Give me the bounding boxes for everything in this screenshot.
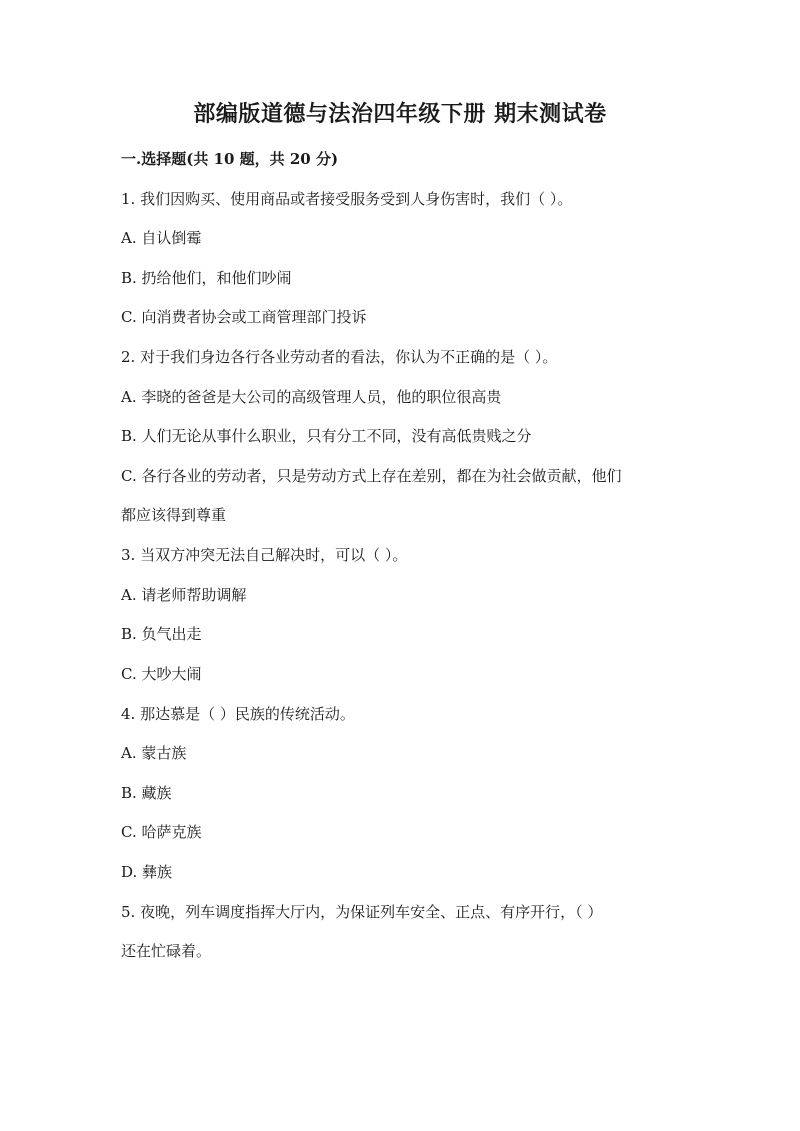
question-2-option-b: B. 人们无论从事什么职业，只有分工不同，没有高低贵贱之分 xyxy=(121,427,532,445)
question-3-option-b: B. 负气出走 xyxy=(121,625,202,643)
question-3-stem: 3. 当双方冲突无法自己解决时，可以（ ）。 xyxy=(121,546,408,564)
question-4-option-c: C. 哈萨克族 xyxy=(121,823,202,841)
question-1-stem: 1. 我们因购买、使用商品或者接受服务受到人身伤害时，我们（ ）。 xyxy=(121,190,573,208)
question-4-option-d: D. 彝族 xyxy=(121,863,173,881)
question-3-option-a: A. 请老师帮助调解 xyxy=(121,586,247,604)
question-2-option-a: A. 李晓的爸爸是大公司的高级管理人员，他的职位很高贵 xyxy=(121,388,502,406)
question-2-option-c: C. 各行各业的劳动者，只是劳动方式上存在差别，都在为社会做贡献，他们 xyxy=(121,467,622,485)
page-title: 部编版道德与法治四年级下册 期末测试卷 xyxy=(193,101,607,127)
question-1-option-b: B. 扔给他们，和他们吵闹 xyxy=(121,269,292,287)
question-5-stem-continued: 还在忙碌着。 xyxy=(121,942,212,960)
section-heading: 一.选择题(共 10 题，共 20 分) xyxy=(121,150,339,168)
question-3-option-c: C. 大吵大闹 xyxy=(121,665,202,683)
question-4-option-a: A. 蒙古族 xyxy=(121,744,187,762)
question-5-stem: 5. 夜晚，列车调度指挥大厅内，为保证列车安全、正点、有序开行，（ ） xyxy=(121,903,603,921)
question-4-option-b: B. 藏族 xyxy=(121,784,172,802)
question-1-option-a: A. 自认倒霉 xyxy=(121,229,202,247)
question-2-option-c-continued: 都应该得到尊重 xyxy=(121,506,227,524)
question-1-option-c: C. 向消费者协会或工商管理部门投诉 xyxy=(121,308,367,326)
question-4-stem: 4. 那达慕是（ ）民族的传统活动。 xyxy=(121,705,355,723)
question-2-stem: 2. 对于我们身边各行各业劳动者的看法，你认为不正确的是（ ）。 xyxy=(121,348,558,366)
